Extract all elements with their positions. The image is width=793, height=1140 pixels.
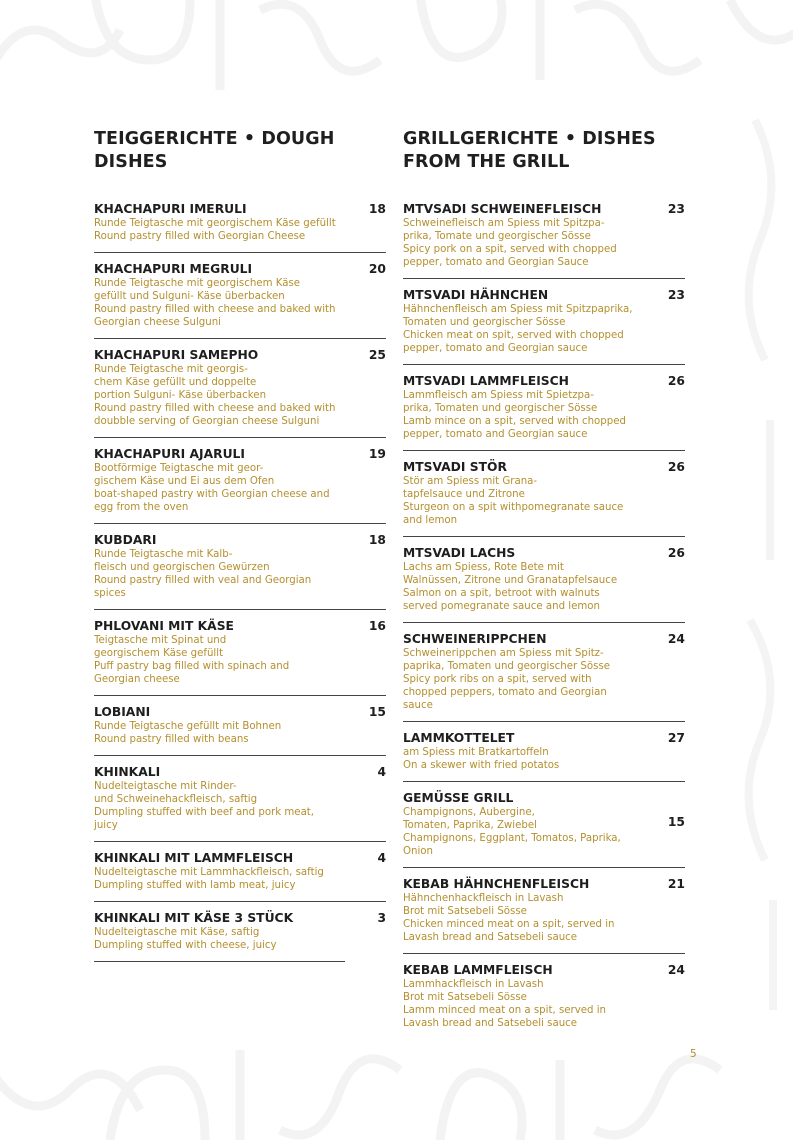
description-line: paprika, Tomaten und georgischer Sösse (403, 661, 611, 672)
description-line: Nudelteigtasche mit Rinder- (94, 781, 237, 792)
menu-item-header (403, 460, 685, 475)
description-line: fleisch und georgischen Gewürzen (94, 562, 270, 573)
menu-item (403, 202, 685, 279)
description-line: Puff pastry bag filled with spinach and (94, 661, 290, 672)
description-line: Spicy pork on a spit, served with chopped (403, 244, 617, 255)
menu-item-header (403, 731, 685, 746)
menu-item-price: 19 (368, 447, 386, 461)
menu-item-price: 16 (368, 619, 386, 633)
menu-item-name: GEMÜSSE GRILL (403, 791, 514, 805)
menu-item-header (94, 765, 386, 780)
description-line: Lavash bread and Satsebeli sauce (403, 1018, 578, 1029)
description-line: On a skewer with fried potatos (403, 760, 560, 771)
section-title-line-1: GRILLGERICHTE • DISHES (403, 129, 656, 149)
menu-item-description (94, 720, 386, 746)
menu-item-price: 25 (368, 348, 386, 362)
description-line: served pomegranate sauce and lemon (403, 601, 600, 612)
menu-item-header (94, 348, 386, 363)
menu-item-description (403, 217, 685, 269)
description-line: georgischem Käse gefüllt (94, 648, 224, 659)
section-title-grill-dishes (403, 128, 685, 174)
description-line: boat-shaped pastry with Georgian cheese and (94, 489, 330, 500)
dough-dishes-list (94, 202, 386, 961)
description-line: Spicy pork ribs on a spit, served with (403, 674, 592, 685)
menu-item-price: 24 (667, 963, 685, 977)
menu-item-name: MTSVADI STÖR (403, 460, 507, 474)
menu-item-name: KHINKALI MIT KÄSE 3 STÜCK (94, 911, 294, 925)
menu-item (94, 911, 386, 961)
menu-item (403, 731, 685, 782)
description-line: Round pastry filled with beans (94, 734, 249, 745)
section-title-line-2: FROM THE GRILL (403, 152, 570, 172)
description-line: Round pastry filled with Georgian Cheese (94, 231, 306, 242)
page-number: 5 (690, 1048, 697, 1060)
menu-item-price: 18 (368, 202, 386, 216)
menu-item (403, 460, 685, 537)
menu-item-description (94, 363, 386, 428)
grill-dishes-column (403, 128, 685, 1048)
description-line: Chicken minced meat on a spit, served in (403, 919, 615, 930)
description-line: Stör am Spiess mit Grana- (403, 476, 538, 487)
description-line: Nudelteigtasche mit Käse, saftig (94, 927, 260, 938)
description-line: und Schweinehackfleisch, saftig (94, 794, 258, 805)
menu-item (94, 851, 386, 902)
menu-item-description (94, 462, 386, 514)
description-line: egg from the oven (94, 502, 189, 513)
menu-item (403, 546, 685, 623)
description-line: Sturgeon on a spit withpomegranate sauce (403, 502, 624, 513)
menu-item-description (403, 978, 685, 1030)
menu-item-description (94, 217, 386, 243)
description-line: prika, Tomate und georgischer Sösse (403, 231, 591, 242)
menu-item-description (403, 806, 685, 858)
menu-item-price: 4 (377, 851, 386, 865)
menu-item-name: MTSVADI LACHS (403, 546, 516, 560)
description-line: juicy (94, 820, 118, 831)
menu-item-header (403, 632, 685, 647)
decorative-pattern-top (0, 0, 793, 110)
description-line: Lavash bread and Satsebeli sauce (403, 932, 578, 943)
description-line: pepper, tomato and Georgian sauce (403, 343, 588, 354)
description-line: Dumpling stuffed with lamb meat, juicy (94, 880, 296, 891)
description-line: Chicken meat on spit, served with chopped (403, 330, 624, 341)
menu-item-header (94, 851, 386, 866)
description-line: pepper, tomato and Georgian sauce (403, 429, 588, 440)
description-line: Lammhackfleisch in Lavash (403, 979, 544, 990)
description-line: Round pastry filled with cheese and baked with (94, 304, 336, 315)
description-line: portion Sulguni- Käse überbacken (94, 390, 267, 401)
description-line: Lamm minced meat on a spit, served in (403, 1005, 606, 1016)
description-line: Hähnchenhackfleisch in Lavash (403, 893, 564, 904)
menu-item-price: 20 (368, 262, 386, 276)
menu-item-name: MTSVADI LAMMFLEISCH (403, 374, 569, 388)
menu-item-description (94, 634, 386, 686)
description-line: gischem Käse und Ei aus dem Ofen (94, 476, 275, 487)
description-line: Runde Teigtasche mit georgischem Käse gefüllt (94, 218, 336, 229)
menu-item-name: PHLOVANI MIT KÄSE (94, 619, 234, 633)
description-line: pepper, tomato and Georgian Sauce (403, 257, 589, 268)
menu-item-name: KHINKALI (94, 765, 161, 779)
description-line: Brot mit Satsebeli Sösse (403, 906, 527, 917)
menu-item (403, 632, 685, 722)
description-line: Hähnchenfleisch am Spiess mit Spitzpaprika, (403, 304, 633, 315)
menu-item-description (94, 277, 386, 329)
menu-item (94, 262, 386, 339)
dough-dishes-column (94, 128, 386, 962)
menu-item-name: KHACHAPURI MEGRULI (94, 262, 253, 276)
menu-item (403, 288, 685, 365)
menu-item-price: 15 (667, 815, 685, 829)
description-line: Dumpling stuffed with beef and pork meat, (94, 807, 315, 818)
menu-item-description (403, 746, 685, 772)
description-line: gefüllt und Sulguni- Käse überbacken (94, 291, 285, 302)
menu-item-header (403, 963, 685, 978)
description-line: Lammfleisch am Spiess mit Spietzpa- (403, 390, 594, 401)
menu-item-name: KEBAB HÄHNCHENFLEISCH (403, 877, 590, 891)
menu-item-price: 23 (667, 288, 685, 302)
menu-item-price: 26 (667, 546, 685, 560)
description-line: Schweinefleisch am Spiess mit Spitzpa- (403, 218, 605, 229)
menu-item-price: 15 (368, 705, 386, 719)
menu-item-price: 3 (377, 911, 386, 925)
menu-item-name: KHACHAPURI IMERULI (94, 202, 247, 216)
menu-item-header (94, 619, 386, 634)
description-line: Tomaten und georgischer Sösse (403, 317, 566, 328)
menu-item-header (94, 705, 386, 720)
menu-item-price: 27 (667, 731, 685, 745)
description-line: sauce (403, 700, 433, 711)
description-line: Champignons, Eggplant, Tomatos, Paprika, (403, 833, 621, 844)
menu-item-price: 23 (667, 202, 685, 216)
menu-item-name: LOBIANI (94, 705, 151, 719)
menu-item-name: KHINKALI MIT LAMMFLEISCH (94, 851, 294, 865)
description-line: chem Käse gefüllt und doppelte (94, 377, 257, 388)
menu-item (94, 202, 386, 253)
description-line: Georgian cheese (94, 674, 180, 685)
menu-item-price: 26 (667, 374, 685, 388)
menu-item-name: MTVSADI SCHWEINEFLEISCH (403, 202, 602, 216)
menu-item-name: KUBDARI (94, 533, 157, 547)
description-line: Lachs am Spiess, Rote Bete mit (403, 562, 564, 573)
menu-item (403, 374, 685, 451)
description-line: Onion (403, 846, 433, 857)
menu-item-name: KEBAB LAMMFLEISCH (403, 963, 553, 977)
grill-dishes-list (403, 202, 685, 1039)
menu-item-description (403, 389, 685, 441)
description-line: Dumpling stuffed with cheese, juicy (94, 940, 277, 951)
menu-item-header (403, 202, 685, 217)
description-line: Nudelteigtasche mit Lammhackfleisch, saftig (94, 867, 324, 878)
description-line: Champignons, Aubergine, (403, 807, 535, 818)
menu-item-description (403, 892, 685, 944)
menu-item-price: 24 (667, 632, 685, 646)
menu-item-price: 4 (377, 765, 386, 779)
menu-item-description (403, 561, 685, 613)
menu-item-header (403, 877, 685, 892)
menu-item (94, 348, 386, 438)
menu-item-name: KHACHAPURI SAMEPHO (94, 348, 259, 362)
section-title-dough-dishes: TEIGGERICHTE • DOUGH DISHES (94, 129, 335, 172)
menu-item-header (94, 202, 386, 217)
menu-item-header (403, 288, 685, 303)
description-line: Georgian cheese Sulguni (94, 317, 222, 328)
menu-item-description (94, 780, 386, 832)
divider (94, 961, 345, 962)
menu-item (403, 963, 685, 1039)
menu-item-price: 26 (667, 460, 685, 474)
description-line: chopped peppers, tomato and Georgian (403, 687, 607, 698)
menu-item-header (94, 447, 386, 462)
menu-item-name: MTSVADI HÄHNCHEN (403, 288, 549, 302)
description-line: tapfelsauce und Zitrone (403, 489, 525, 500)
description-line: Walnüssen, Zitrone und Granatapfelsauce (403, 575, 618, 586)
menu-item-price: 21 (667, 877, 685, 891)
menu-item-name: LAMMKOTTELET (403, 731, 515, 745)
description-line: Round pastry filled with cheese and baked with (94, 403, 336, 414)
description-line: Runde Teigtasche gefüllt mit Bohnen (94, 721, 282, 732)
description-line: Round pastry filled with veal and Georgian (94, 575, 312, 586)
menu-item (94, 447, 386, 524)
description-line: and lemon (403, 515, 458, 526)
menu-item-header (94, 262, 386, 277)
decorative-pattern-side (735, 0, 793, 1122)
description-line: Brot mit Satsebeli Sösse (403, 992, 527, 1003)
description-line: Lamb mince on a spit, served with chopped (403, 416, 626, 427)
description-line: spices (94, 588, 126, 599)
menu-item-header (403, 374, 685, 389)
menu-item (403, 877, 685, 954)
menu-item (94, 765, 386, 842)
description-line: Runde Teigtasche mit Kalb- (94, 549, 233, 560)
menu-item-description (403, 647, 685, 712)
menu-item-price: 18 (368, 533, 386, 547)
description-line: doubble serving of Georgian cheese Sulguni (94, 416, 320, 427)
description-line: am Spiess mit Bratkartoffeln (403, 747, 549, 758)
menu-item-description (94, 548, 386, 600)
description-line: Tomaten, Paprika, Zwiebel (403, 820, 537, 831)
description-line: Runde Teigtasche mit georgis- (94, 364, 248, 375)
menu-item-description (94, 926, 386, 952)
description-line: Teigtasche mit Spinat und (94, 635, 227, 646)
description-line: Schweinerippchen am Spiess mit Spitz- (403, 648, 604, 659)
description-line: Salmon on a spit, betroot with walnuts (403, 588, 600, 599)
description-line: Runde Teigtasche mit georgischem Käse (94, 278, 301, 289)
menu-item-header (94, 911, 386, 926)
menu-item-description (403, 475, 685, 527)
menu-item-name: SCHWEINERIPPCHEN (403, 632, 547, 646)
menu-item-name: KHACHAPURI AJARULI (94, 447, 245, 461)
menu-item-header (403, 546, 685, 561)
menu-item (94, 705, 386, 756)
description-line: prika, Tomaten und georgischer Sösse (403, 403, 598, 414)
description-line: Bootförmige Teigtasche mit geor- (94, 463, 264, 474)
menu-item (94, 619, 386, 696)
menu-item-description (403, 303, 685, 355)
menu-item-description (94, 866, 386, 892)
menu-item-header (94, 533, 386, 548)
menu-item (94, 533, 386, 610)
menu-item (403, 791, 685, 868)
